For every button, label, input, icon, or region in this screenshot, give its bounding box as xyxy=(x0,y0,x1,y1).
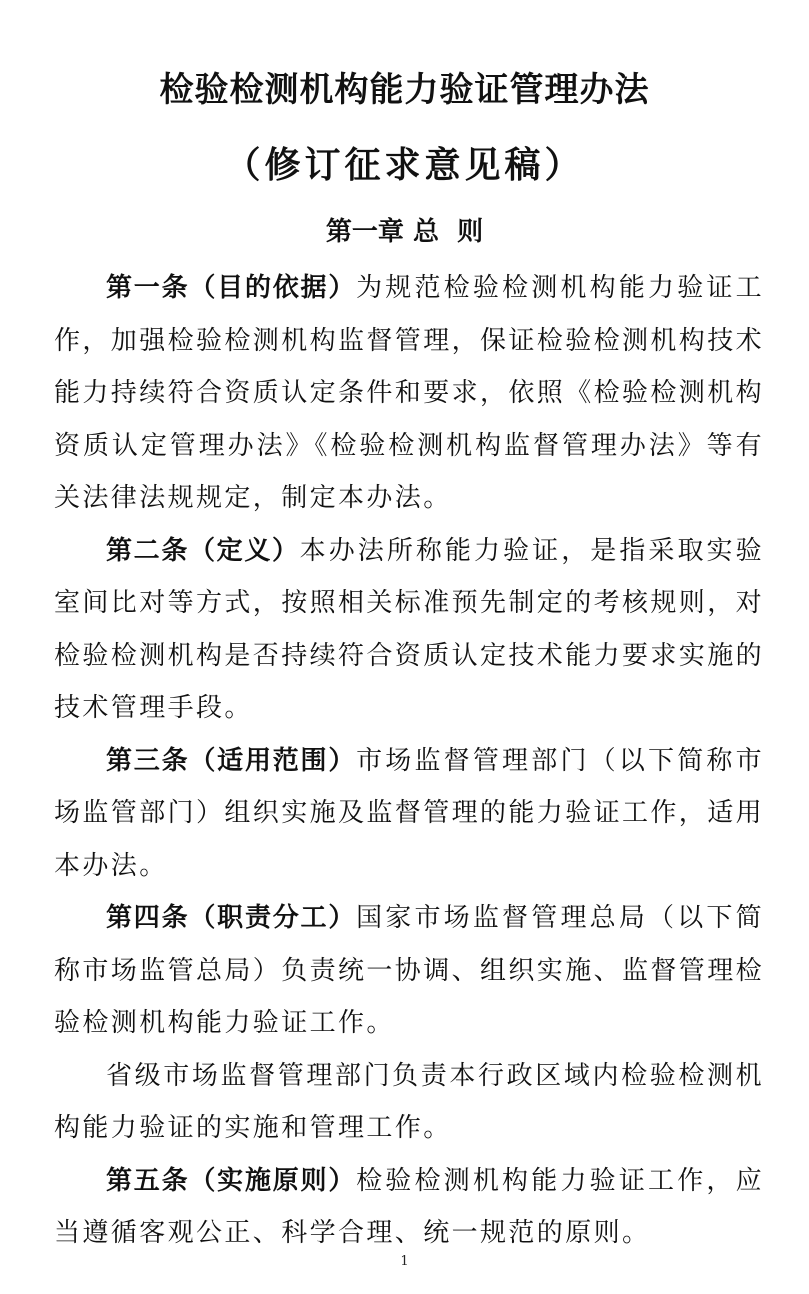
article-4-heading: 第四条（职责分工） xyxy=(106,903,357,933)
page-number: 1 xyxy=(400,1254,409,1269)
document-title: 检验检测机构能力验证管理办法 xyxy=(159,70,650,110)
article-2 xyxy=(54,525,764,735)
article-2-heading: 第二条（定义） xyxy=(106,535,300,566)
article-1-heading: 第一条（目的依据） xyxy=(106,273,357,303)
article-1-text: 为规范检验检测机构能力验证工作，加强检验检测机构监督管理，保证检验检测机构技术能力持续符合资质认定条件和要求，依照《检验检测机构资质认定管理办法》《检验检测机构监督管理办法》等有关法律法规规定，制定本办法。 xyxy=(54,273,765,513)
chapter-heading: 第一章 总 则 xyxy=(325,217,484,247)
article-4-paragraph-2-text: 省级市场监督管理部门负责本行政区域内检验检测机构能力验证的实施和管理工作。 xyxy=(54,1060,764,1143)
article-1 xyxy=(54,262,764,525)
article-2-text: 本办法所称能力验证，是指采取实验室间比对等方式，按照相关标准预先制定的考核规则，对检验检测机构是否持续符合资质认定技术能力要求实施的技术管理手段。 xyxy=(54,535,765,723)
article-3 xyxy=(54,735,764,893)
article-5-heading: 第五条（实施原则） xyxy=(106,1165,357,1196)
document-subtitle: （修订征求意见稿） xyxy=(224,145,585,186)
article-5 xyxy=(54,1155,764,1260)
article-4-paragraph-2 xyxy=(54,1050,764,1155)
document-body xyxy=(54,262,764,1260)
article-4-text: 国家市场监督管理总局（以下简称市场监管总局）负责统一协调、组织实施、监督管理检验检测机构能力验证工作。 xyxy=(54,903,765,1038)
article-4 xyxy=(54,892,764,1050)
article-5-text: 检验检测机构能力验证工作，应当遵循客观公正、科学合理、统一规范的原则。 xyxy=(54,1165,764,1248)
article-3-text: 市场监督管理部门（以下简称市场监管部门）组织实施及监督管理的能力验证工作，适用本办法。 xyxy=(54,745,765,881)
article-3-heading: 第三条（适用范围） xyxy=(106,745,357,776)
